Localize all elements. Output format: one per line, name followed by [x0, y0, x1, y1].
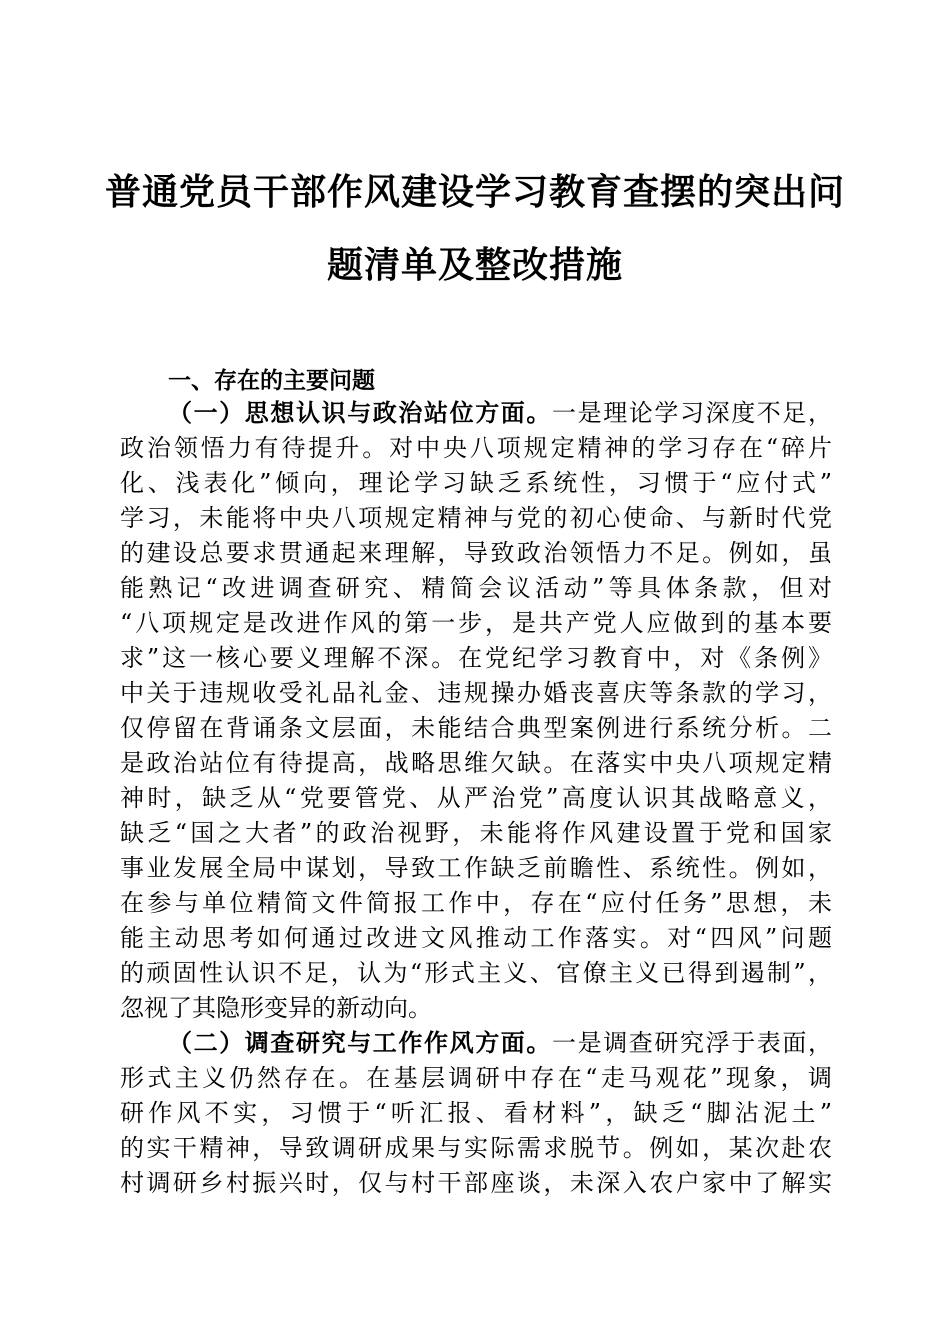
paragraph-2-label: （二）调查研究与工作作风方面。: [168, 1028, 552, 1057]
paragraph-1-line: 化、浅表化”倾向，理论学习缺乏系统性，习惯于“应付式”: [120, 469, 832, 497]
paragraph-1-text: 一是理论学习深度不足，: [552, 399, 832, 427]
paragraph-1-line: [168, 396, 832, 430]
paragraph-1-line: 能主动思考如何通过改进文风推动工作落实。对“四风”问题: [120, 924, 832, 952]
paragraph-2-line: 村调研乡村振兴时，仅与村干部座谈，未深入农户家中了解实: [120, 1169, 832, 1197]
paragraph-2-line: 形式主义仍然存在。在基层调研中存在“走马观花”现象，调: [120, 1064, 832, 1092]
paragraph-1-line: 求”这一核心要义理解不深。在党纪学习教育中，对《条例》: [120, 644, 832, 672]
paragraph-1-line: 能熟记“改进调查研究、精简会议活动”等具体条款，但对: [120, 574, 832, 602]
paragraph-2-line: 研作风不实，习惯于“听汇报、看材料”，缺乏“脚沾泥土”: [120, 1099, 832, 1127]
paragraph-1-label: （一）思想认识与政治站位方面。: [168, 398, 552, 427]
paragraph-1-line: 神时，缺乏从“党要管党、从严治党”高度认识其战略意义，: [120, 784, 832, 812]
paragraph-1-line: 是政治站位有待提高，战略思维欠缺。在落实中央八项规定精: [120, 749, 832, 777]
paragraph-2-text: 一是调查研究浮于表面，: [552, 1029, 832, 1057]
paragraph-2-line: 的实干精神，导致调研成果与实际需求脱节。例如，某次赴农: [120, 1134, 832, 1162]
paragraph-1-line: 政治领悟力有待提升。对中央八项规定精神的学习存在“碎片: [120, 434, 832, 462]
paragraph-1-line: 中关于违规收受礼品礼金、违规操办婚丧喜庆等条款的学习，: [120, 679, 832, 707]
document-title-line-2: 题清单及整改措施: [326, 244, 623, 286]
paragraph-1-line: 学习，未能将中央八项规定精神与党的初心使命、与新时代党: [120, 504, 832, 532]
section-heading: 一、存在的主要问题: [168, 368, 375, 394]
paragraph-1-line: 的顽固性认识不足，认为“形式主义、官僚主义已得到遏制”，: [120, 959, 832, 987]
paragraph-1-line: 的建设总要求贯通起来理解，导致政治领悟力不足。例如，虽: [120, 539, 832, 567]
paragraph-1-line: 忽视了其隐形变异的新动向。: [120, 994, 432, 1022]
paragraph-1-line: 事业发展全局中谋划，导致工作缺乏前瞻性、系统性。例如，: [120, 854, 832, 882]
paragraph-2-line: [168, 1026, 832, 1060]
paragraph-1-line: 在参与单位精简文件简报工作中，存在“应付任务”思想，未: [120, 889, 832, 917]
paragraph-1-line: 仅停留在背诵条文层面，未能结合典型案例进行系统分析。二: [120, 714, 832, 742]
document-title-line-1: 普通党员干部作风建设学习教育查摆的突出问: [104, 171, 845, 213]
paragraph-1-line: 缺乏“国之大者”的政治视野，未能将作风建设置于党和国家: [120, 819, 832, 847]
paragraph-1-line: “八项规定是改进作风的第一步，是共产党人应做到的基本要: [120, 609, 832, 637]
